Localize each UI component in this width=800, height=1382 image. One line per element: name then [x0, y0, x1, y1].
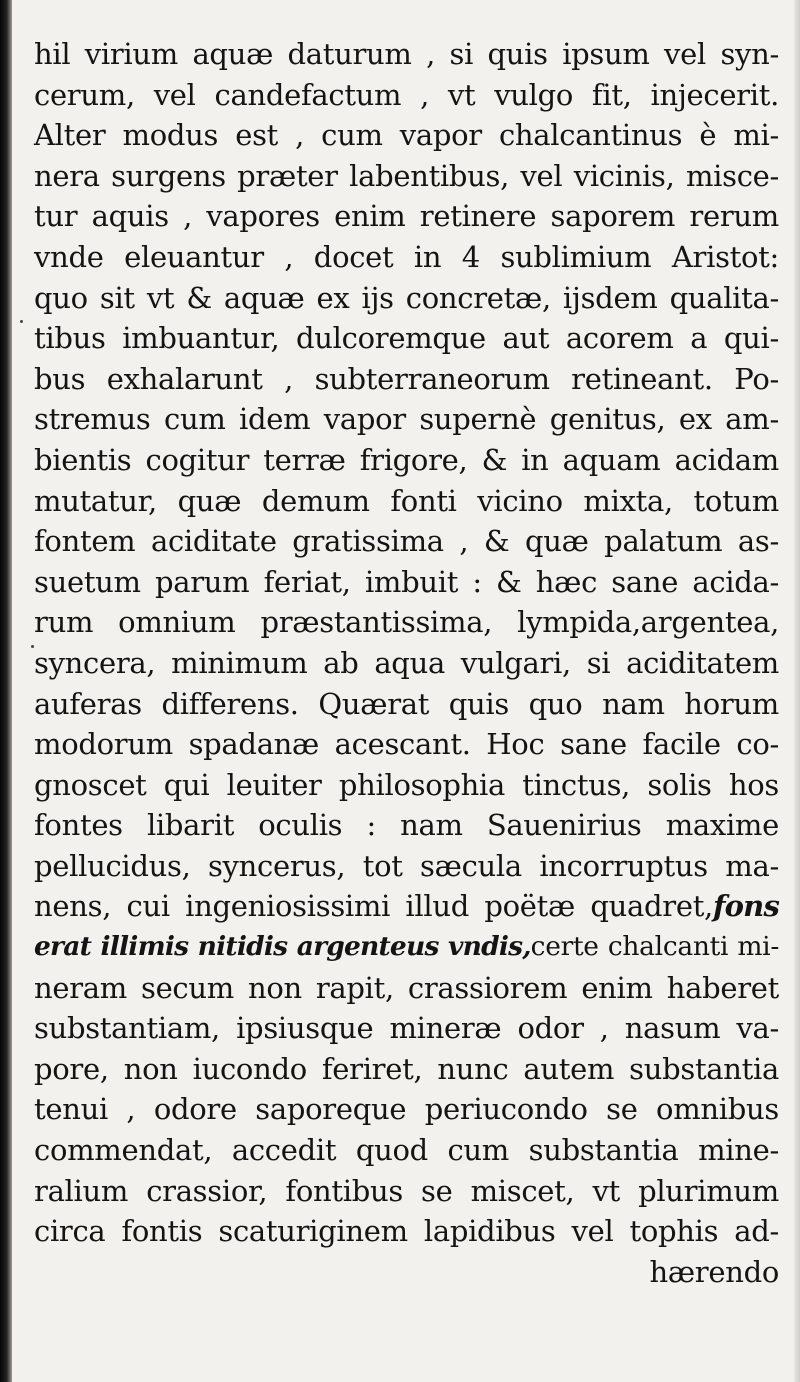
- text-line-24: neram secum non rapit, crassiorem enim haberet: [34, 970, 779, 1005]
- text-line-11: bientis cogitur terræ frigore, & in aquam acidam: [34, 442, 779, 477]
- text-line-18: modorum spadanæ acescant. Hoc sane facile co-: [34, 727, 779, 762]
- text-line-1: hil virium aquæ daturum , si quis ipsum vel syn-: [34, 37, 779, 71]
- text-line-22-italic: fons: [712, 889, 779, 924]
- text-line-20: fontes libarit oculis : nam Sauenirius maxime: [34, 808, 779, 843]
- text-line-25: substantiam, ipsiusque mineræ odor , nasum va-: [34, 1011, 779, 1046]
- text-line-22-roman: nens, cui ingeniosissimi illud poëtæ quadret,: [34, 889, 713, 924]
- text-line-9: bus exhalarunt , subterraneorum retineant. Po-: [34, 361, 779, 396]
- catchword: hærendo: [649, 1254, 779, 1289]
- text-line-14: suetum parum feriat, imbuit : & hæc sane acida-: [34, 564, 779, 599]
- text-line-26: pore, non iucondo feriret, nunc autem substantia: [34, 1051, 779, 1086]
- text-line-22: [34, 886, 779, 927]
- text-line-6: vnde eleuantur , docet in 4 sublimium Aristot:: [34, 239, 779, 274]
- text-line-8: tibus imbuantur, dulcoremque aut acorem a qui-: [34, 321, 779, 356]
- text-line-19: gnoscet qui leuiter philosophia tinctus, solis hos: [34, 767, 779, 802]
- text-line-4: nera surgens præter labentibus, vel vicinis, misce-: [34, 158, 779, 193]
- page-gutter-shadow: [0, 0, 12, 1382]
- text-line-3: Alter modus est , cum vapor chalcantinus è mi-: [34, 118, 779, 153]
- ink-speck: [20, 320, 23, 323]
- text-line-23: [34, 927, 779, 968]
- text-line-2: cerum, vel candefactum , vt vulgo fit, injecerit.: [34, 77, 779, 112]
- text-line-21: pellucidus, syncerus, tot sæcula incorruptus ma-: [34, 848, 779, 883]
- body-text: [34, 34, 779, 1292]
- text-line-16: syncera, minimum ab aqua vulgari, si aciditatem: [34, 645, 779, 680]
- text-line-10: stremus cum idem vapor supernè genitus, ex am-: [34, 402, 779, 437]
- text-line-29: ralium crassior, fontibus se miscet, vt plurimum: [34, 1173, 779, 1208]
- text-line-15: rum omnium præstantissima, lympida,argentea,: [34, 605, 779, 640]
- ink-speck: [31, 645, 34, 648]
- text-line-23-roman: certe chalcanti mi-: [530, 931, 779, 963]
- text-line-27: tenui , odore saporeque periucondo se omnibus: [34, 1092, 779, 1127]
- text-line-17: auferas differens. Quærat quis quo nam horum: [34, 686, 779, 721]
- page-edge: [794, 0, 800, 1382]
- text-line-12: mutatur, quæ demum fonti vicino mixta, totum: [34, 483, 779, 518]
- text-line-28: commendat, accedit quod cum substantia mine-: [34, 1133, 779, 1168]
- text-line-7: quo sit vt & aquæ ex ijs concretæ, ijsdem qualita-: [34, 280, 779, 315]
- text-line-30: circa fontis scaturiginem lapidibus vel tophis ad-: [34, 1214, 779, 1249]
- text-line-23-italic: erat illimis nitidis argenteus vndis,: [34, 931, 531, 963]
- text-line-13: fontem aciditate gratissima , & quæ palatum as-: [34, 524, 779, 559]
- text-line-5: tur aquis , vapores enim retinere saporem rerum: [34, 199, 779, 234]
